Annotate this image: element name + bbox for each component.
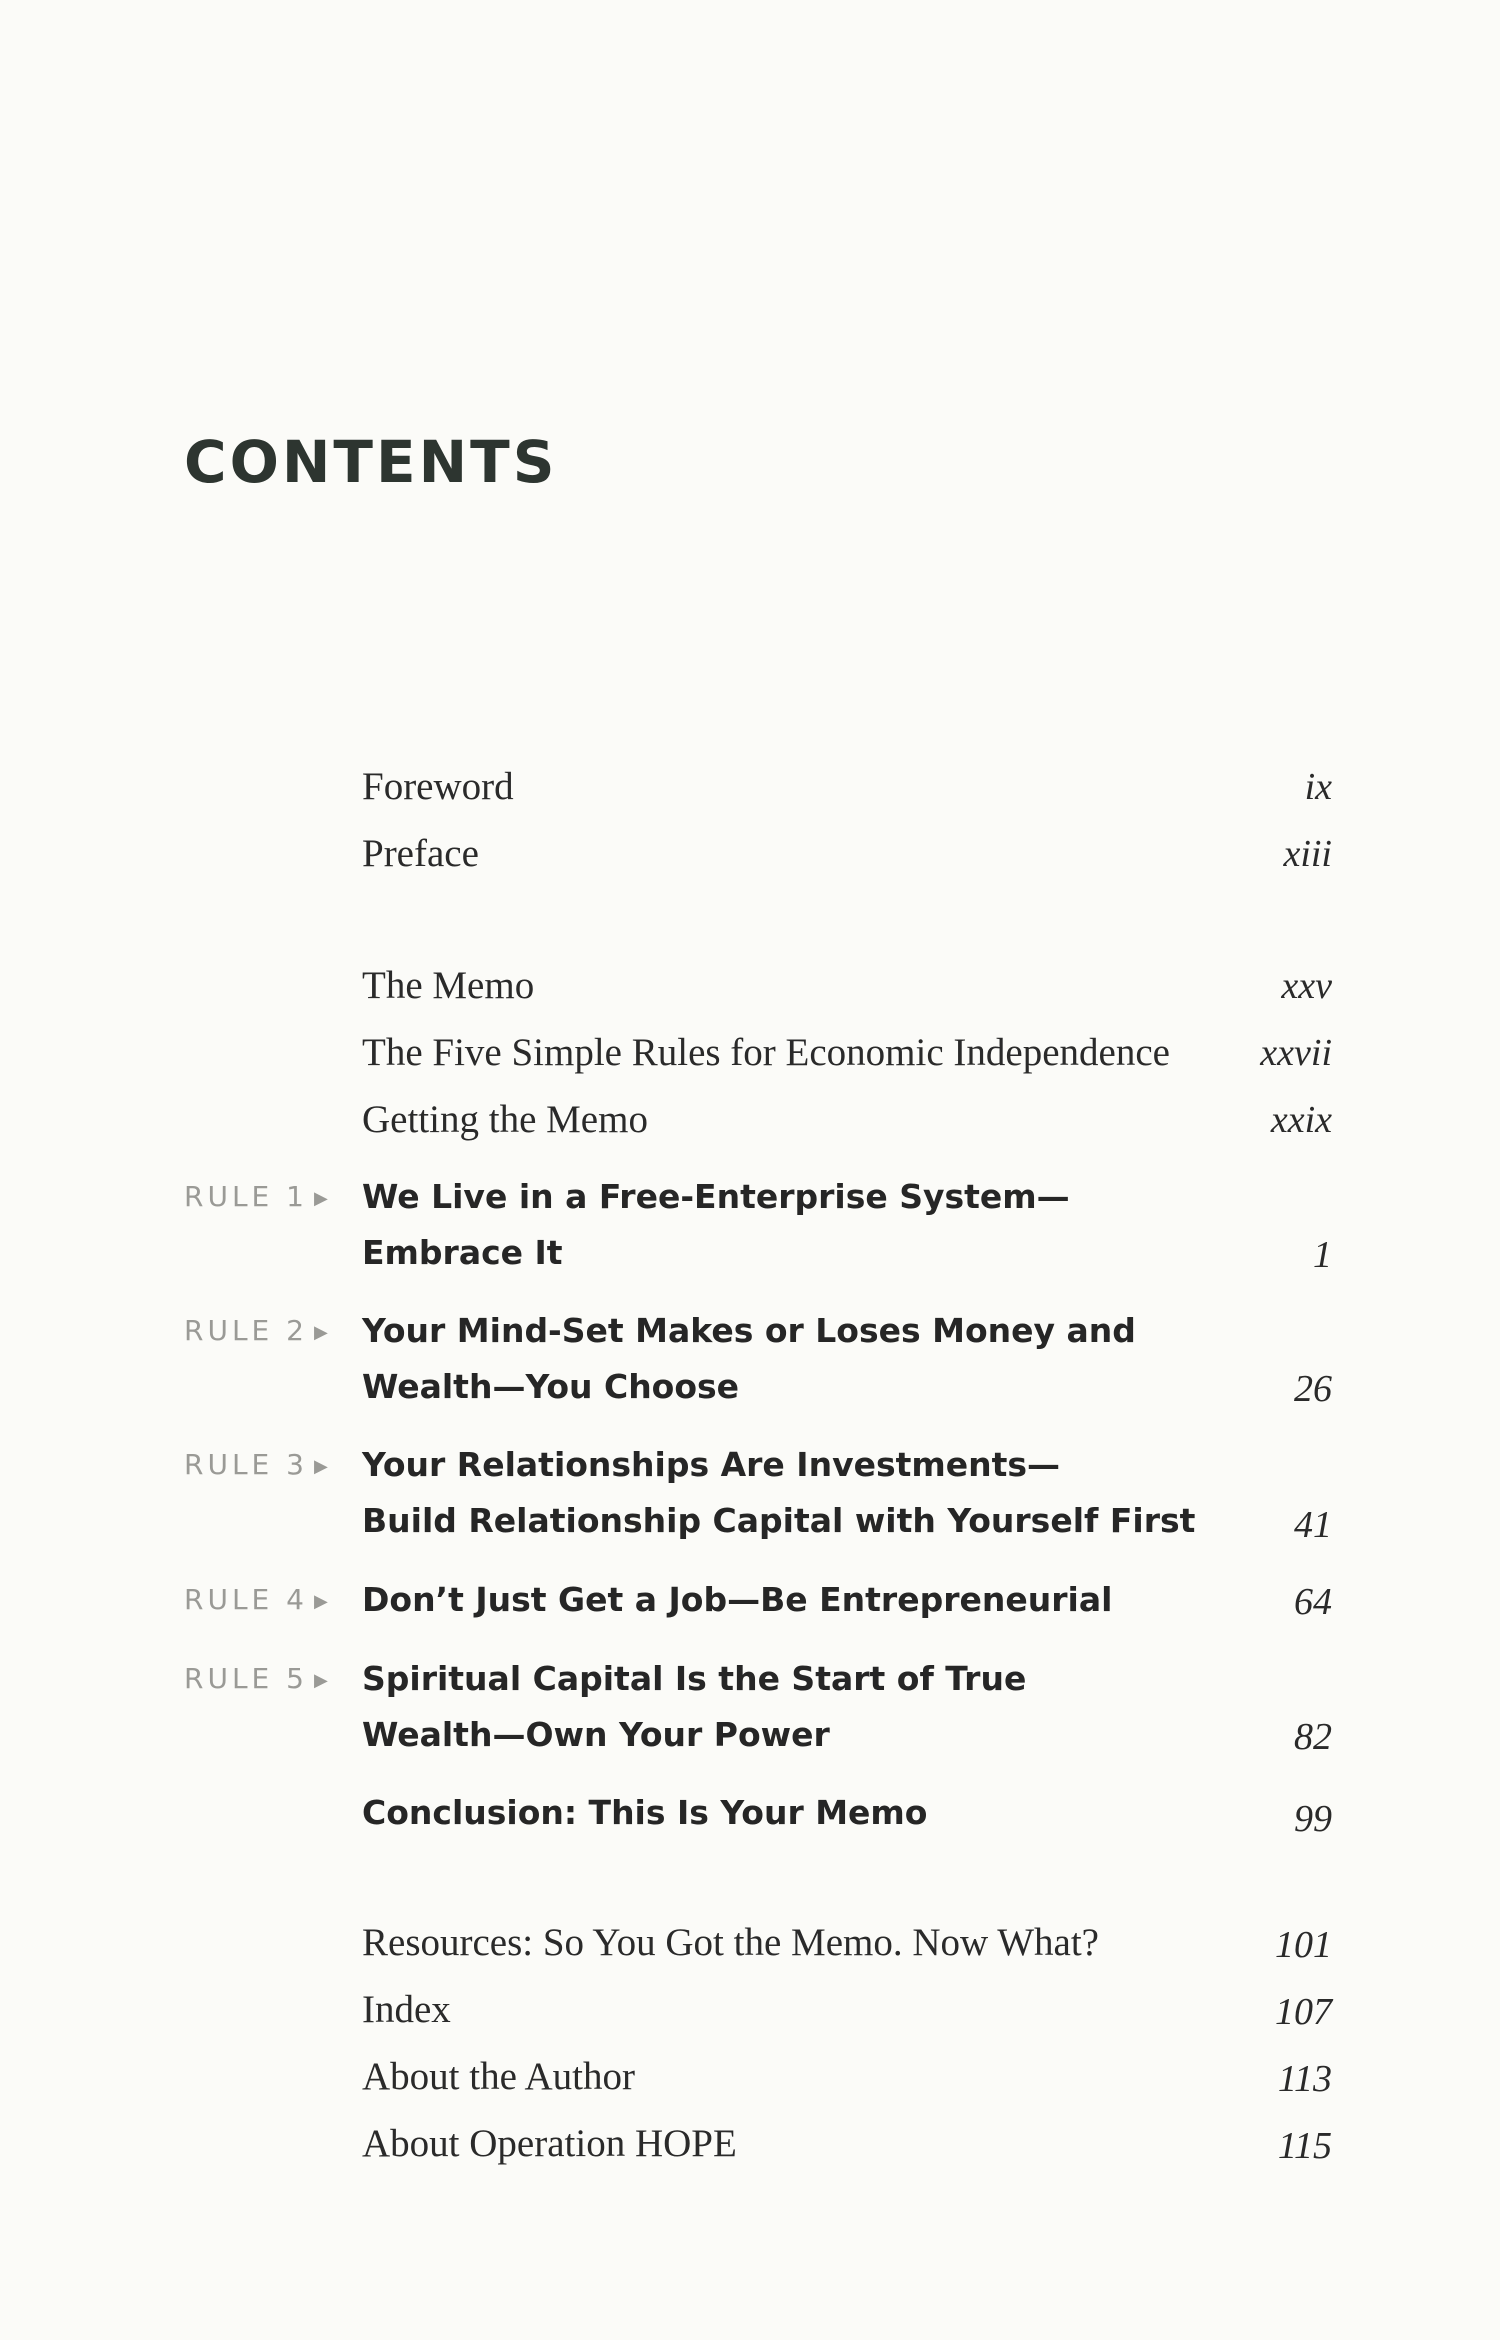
rule-label: RULE 5 ▶	[184, 1662, 328, 1695]
toc-entry-title: Your Mind-Set Makes or Loses Money and	[362, 1311, 1136, 1350]
toc-page-number: 99	[1294, 1798, 1332, 1840]
rule-label: RULE 2 ▶	[184, 1314, 328, 1347]
toc-entry-title: About the Author	[362, 2055, 635, 2098]
toc-page-number: 113	[1277, 2058, 1332, 2100]
toc-entry-title-continued: Wealth—Own Your Power	[362, 1715, 830, 1754]
toc-page-number: ix	[1304, 766, 1332, 808]
triangle-arrow-icon: ▶	[313, 1456, 328, 1477]
toc-page-number: xxix	[1270, 1099, 1332, 1141]
triangle-arrow-icon: ▶	[313, 1591, 328, 1612]
toc-entry-title: Your Relationships Are Investments—	[362, 1445, 1061, 1484]
toc-entry-title: The Five Simple Rules for Economic Independence	[362, 1031, 1170, 1074]
toc-entry-title-continued: Build Relationship Capital with Yourself First	[362, 1501, 1196, 1540]
toc-page-number: 115	[1277, 2125, 1332, 2167]
toc-entry-title: Getting the Memo	[362, 1098, 648, 1141]
toc-entry-title: Resources: So You Got the Memo. Now What?	[362, 1921, 1099, 1964]
toc-entry-title-continued: Wealth—You Choose	[362, 1367, 740, 1406]
toc-page-number: 41	[1294, 1504, 1332, 1546]
toc-entry-title: About Operation HOPE	[362, 2122, 737, 2165]
toc-entry-title: Don’t Just Get a Job—Be Entrepreneurial	[362, 1580, 1113, 1619]
triangle-arrow-icon: ▶	[313, 1322, 328, 1343]
rule-label: RULE 1 ▶	[184, 1180, 328, 1213]
rule-label: RULE 3 ▶	[184, 1448, 328, 1481]
toc-page-number: xxv	[1281, 965, 1332, 1007]
toc-entry-title: Preface	[362, 832, 479, 875]
toc-page-number: xxvii	[1260, 1032, 1332, 1074]
toc-entry-title: The Memo	[362, 964, 535, 1007]
page-title: CONTENTS	[184, 428, 558, 496]
toc-entry-title: Spiritual Capital Is the Start of True	[362, 1659, 1027, 1698]
toc-entry-title: Index	[362, 1988, 451, 2031]
toc-page-number: 26	[1294, 1368, 1332, 1410]
toc-page-number: 1	[1313, 1234, 1332, 1276]
toc-entry-title: Foreword	[362, 765, 514, 808]
rule-label: RULE 4 ▶	[184, 1583, 328, 1616]
triangle-arrow-icon: ▶	[313, 1670, 328, 1691]
toc-page-number: xiii	[1283, 833, 1332, 875]
toc-page-number: 64	[1294, 1581, 1332, 1623]
toc-entry-title: Conclusion: This Is Your Memo	[362, 1793, 928, 1832]
toc-page-number: 82	[1294, 1716, 1332, 1758]
toc-page-number: 101	[1275, 1924, 1332, 1966]
triangle-arrow-icon: ▶	[313, 1188, 328, 1209]
toc-entry-title-continued: Embrace It	[362, 1233, 563, 1272]
toc-page-number: 107	[1275, 1991, 1332, 2033]
toc-entry-title: We Live in a Free-Enterprise System—	[362, 1177, 1070, 1216]
